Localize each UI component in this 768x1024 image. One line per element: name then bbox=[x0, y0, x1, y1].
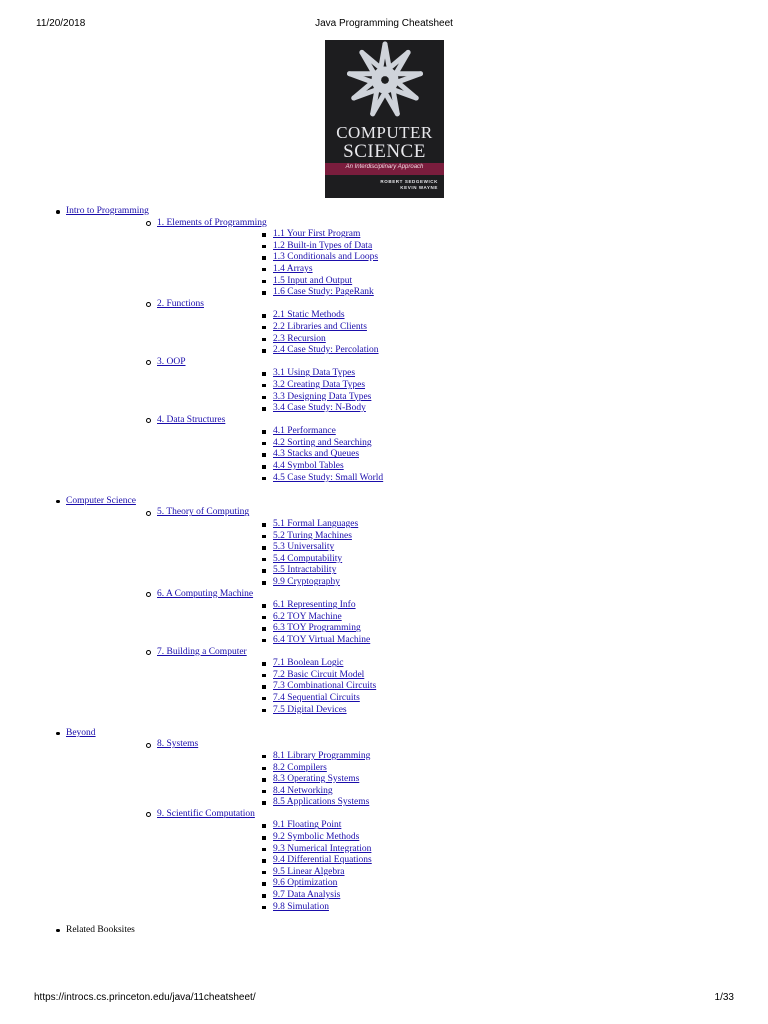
section-link[interactable]: 8.3 Operating Systems bbox=[273, 774, 360, 785]
toc-section bbox=[157, 531, 768, 543]
book-cover bbox=[325, 40, 444, 198]
section-link[interactable]: 1.6 Case Study: PageRank bbox=[273, 287, 374, 298]
section-link[interactable]: 4.1 Performance bbox=[273, 426, 336, 437]
section-list bbox=[157, 519, 768, 589]
page-number: 1/33 bbox=[714, 992, 734, 1003]
section-list bbox=[157, 310, 768, 356]
chapter-link[interactable]: 9. Scientific Computation bbox=[157, 808, 255, 819]
section-link[interactable]: 4.3 Stacks and Queues bbox=[273, 449, 360, 460]
toc-section bbox=[157, 797, 768, 809]
section-link[interactable]: 9.1 Floating Point bbox=[273, 820, 342, 831]
section-link[interactable]: 9.3 Numerical Integration bbox=[273, 843, 372, 854]
section-link[interactable]: 3.1 Using Data Types bbox=[273, 368, 356, 379]
toc-part bbox=[0, 925, 768, 937]
section-link[interactable]: 8.4 Networking bbox=[273, 785, 333, 796]
toc-section bbox=[157, 867, 768, 879]
toc-section bbox=[157, 241, 768, 253]
section-link[interactable]: 1.2 Built-in Types of Data bbox=[273, 240, 373, 251]
chapter-link[interactable]: 6. A Computing Machine bbox=[157, 588, 254, 599]
chapter-link[interactable]: 2. Functions bbox=[157, 298, 204, 309]
section-link[interactable]: 7.3 Combinational Circuits bbox=[273, 681, 377, 692]
toc-part-link: Related Booksites bbox=[66, 924, 135, 935]
print-footer bbox=[0, 992, 768, 1006]
cover-subtitle: An Interdisciplinary Approach bbox=[345, 164, 424, 170]
toc-section bbox=[157, 542, 768, 554]
section-link[interactable]: 6.4 TOY Virtual Machine bbox=[273, 634, 371, 645]
section-link[interactable]: 1.5 Input and Output bbox=[273, 275, 353, 286]
section-link[interactable]: 5.3 Universality bbox=[273, 542, 335, 553]
section-link[interactable]: 3.2 Creating Data Types bbox=[273, 379, 366, 390]
toc-section bbox=[157, 751, 768, 763]
toc-section bbox=[157, 322, 768, 334]
section-list bbox=[157, 820, 768, 913]
toc-part-link[interactable]: Beyond bbox=[66, 727, 96, 738]
toc-part bbox=[0, 728, 768, 914]
section-link[interactable]: 3.4 Case Study: N-Body bbox=[273, 403, 366, 414]
toc-section bbox=[157, 392, 768, 404]
section-link[interactable]: 2.1 Static Methods bbox=[273, 310, 345, 321]
section-link[interactable]: 9.6 Optimization bbox=[273, 878, 338, 889]
print-date: 11/20/2018 bbox=[36, 18, 86, 29]
toc-section bbox=[157, 844, 768, 856]
toc-section bbox=[157, 310, 768, 322]
toc-section bbox=[157, 345, 768, 357]
toc-section bbox=[157, 878, 768, 890]
cover-author-1: ROBERT SEDGEWICK bbox=[380, 179, 438, 184]
section-link[interactable]: 7.5 Digital Devices bbox=[273, 704, 347, 715]
section-link[interactable]: 5.5 Intractability bbox=[273, 565, 337, 576]
toc-section bbox=[157, 658, 768, 670]
section-link[interactable]: 5.2 Turing Machines bbox=[273, 530, 352, 541]
toc-section bbox=[157, 403, 768, 415]
toc-section bbox=[157, 368, 768, 380]
toc-section bbox=[157, 774, 768, 786]
chapter-list bbox=[66, 507, 768, 716]
toc-section bbox=[157, 855, 768, 867]
toc-section bbox=[157, 693, 768, 705]
section-link[interactable]: 6.2 TOY Machine bbox=[273, 611, 342, 622]
toc-section bbox=[157, 612, 768, 624]
toc-section bbox=[157, 635, 768, 647]
section-link[interactable]: 6.3 TOY Programming bbox=[273, 623, 361, 634]
toc-part-link[interactable]: Computer Science bbox=[66, 495, 136, 506]
section-link[interactable]: 6.1 Representing Info bbox=[273, 600, 356, 611]
toc-part bbox=[0, 206, 768, 484]
section-link[interactable]: 9.7 Data Analysis bbox=[273, 890, 341, 901]
toc-chapter bbox=[66, 218, 768, 299]
cover-art bbox=[325, 40, 444, 124]
print-header bbox=[0, 18, 768, 32]
section-link[interactable]: 5.4 Computability bbox=[273, 553, 343, 564]
page-url: https://introcs.cs.princeton.edu/java/11cheatsheet/ bbox=[34, 992, 256, 1003]
section-list bbox=[157, 751, 768, 809]
chapter-link[interactable]: 1. Elements of Programming bbox=[157, 217, 267, 228]
toc-section bbox=[157, 600, 768, 612]
toc-chapter bbox=[66, 415, 768, 485]
section-link[interactable]: 7.1 Boolean Logic bbox=[273, 658, 344, 669]
section-link[interactable]: 9.9 Cryptography bbox=[273, 577, 341, 587]
section-link[interactable]: 9.4 Differential Equations bbox=[273, 855, 372, 866]
toc-section bbox=[157, 681, 768, 693]
section-link[interactable]: 2.3 Recursion bbox=[273, 333, 326, 344]
toc-section bbox=[157, 554, 768, 566]
toc-section bbox=[157, 473, 768, 485]
chapter-link[interactable]: 3. OOP bbox=[157, 356, 186, 367]
section-list bbox=[157, 368, 768, 414]
toc-chapter bbox=[66, 589, 768, 647]
section-link[interactable]: 8.1 Library Programming bbox=[273, 750, 371, 761]
toc-section bbox=[157, 565, 768, 577]
section-link[interactable]: 5.1 Formal Languages bbox=[273, 519, 359, 530]
cover-title-line1: COMPUTER bbox=[336, 123, 433, 142]
toc-part bbox=[0, 496, 768, 716]
toc-chapter bbox=[66, 647, 768, 717]
toc-section bbox=[157, 623, 768, 635]
toc-section bbox=[157, 252, 768, 264]
section-link[interactable]: 1.1 Your First Program bbox=[273, 229, 361, 240]
page-title: Java Programming Cheatsheet bbox=[315, 18, 453, 29]
toc-chapter bbox=[66, 299, 768, 357]
section-list bbox=[157, 600, 768, 646]
toc-section bbox=[157, 705, 768, 717]
toc-chapter bbox=[66, 809, 768, 913]
section-link[interactable]: 4.4 Symbol Tables bbox=[273, 461, 344, 472]
toc-section bbox=[157, 832, 768, 844]
table-of-contents bbox=[0, 206, 768, 948]
chapter-list bbox=[66, 739, 768, 913]
section-link[interactable]: 4.5 Case Study: Small World bbox=[273, 472, 384, 483]
chapter-link[interactable]: 4. Data Structures bbox=[157, 414, 226, 425]
toc-section bbox=[157, 276, 768, 288]
toc-section bbox=[157, 334, 768, 346]
section-link[interactable]: 9.2 Symbolic Methods bbox=[273, 832, 360, 843]
section-link[interactable]: 1.3 Conditionals and Loops bbox=[273, 252, 379, 263]
section-link[interactable]: 3.3 Designing Data Types bbox=[273, 391, 372, 402]
toc-section bbox=[157, 670, 768, 682]
toc-section bbox=[157, 820, 768, 832]
toc-section bbox=[157, 449, 768, 461]
toc-section bbox=[157, 380, 768, 392]
toc-chapter bbox=[66, 357, 768, 415]
chapter-link[interactable]: 7. Building a Computer bbox=[157, 646, 247, 657]
toc-section bbox=[157, 763, 768, 775]
section-link[interactable]: 7.2 Basic Circuit Model bbox=[273, 669, 365, 680]
cover-title-line2: SCIENCE bbox=[343, 141, 426, 162]
toc-chapter bbox=[66, 739, 768, 809]
toc-section bbox=[157, 902, 768, 914]
section-link[interactable]: 9.5 Linear Algebra bbox=[273, 866, 345, 877]
cover-author-2: KEVIN WAYNE bbox=[400, 185, 438, 190]
section-link[interactable]: 8.5 Applications Systems bbox=[273, 797, 370, 808]
section-link[interactable]: 9.8 Simulation bbox=[273, 901, 329, 912]
toc-section bbox=[157, 577, 768, 589]
section-link[interactable]: 2.2 Libraries and Clients bbox=[273, 321, 367, 332]
toc-section bbox=[157, 287, 768, 299]
toc-section bbox=[157, 438, 768, 450]
section-list bbox=[157, 426, 768, 484]
chapter-link[interactable]: 5. Theory of Computing bbox=[157, 507, 250, 518]
toc-chapter bbox=[66, 507, 768, 588]
chapter-link[interactable]: 8. Systems bbox=[157, 739, 199, 750]
toc-section bbox=[157, 786, 768, 798]
toc-section bbox=[157, 461, 768, 473]
toc-section bbox=[157, 264, 768, 276]
section-link[interactable]: 1.4 Arrays bbox=[273, 263, 313, 274]
toc-section bbox=[157, 890, 768, 902]
toc-section bbox=[157, 426, 768, 438]
toc-list bbox=[0, 206, 768, 936]
section-list bbox=[157, 658, 768, 716]
section-list bbox=[157, 229, 768, 299]
chapter-list bbox=[66, 218, 768, 485]
section-link[interactable]: 2.4 Case Study: Percolation bbox=[273, 345, 379, 356]
section-link[interactable]: 8.2 Compilers bbox=[273, 762, 327, 773]
section-link[interactable]: 4.2 Sorting and Searching bbox=[273, 437, 372, 448]
section-link[interactable]: 7.4 Sequential Circuits bbox=[273, 692, 360, 703]
toc-section bbox=[157, 519, 768, 531]
toc-section bbox=[157, 229, 768, 241]
toc-part-link[interactable]: Intro to Programming bbox=[66, 206, 149, 216]
